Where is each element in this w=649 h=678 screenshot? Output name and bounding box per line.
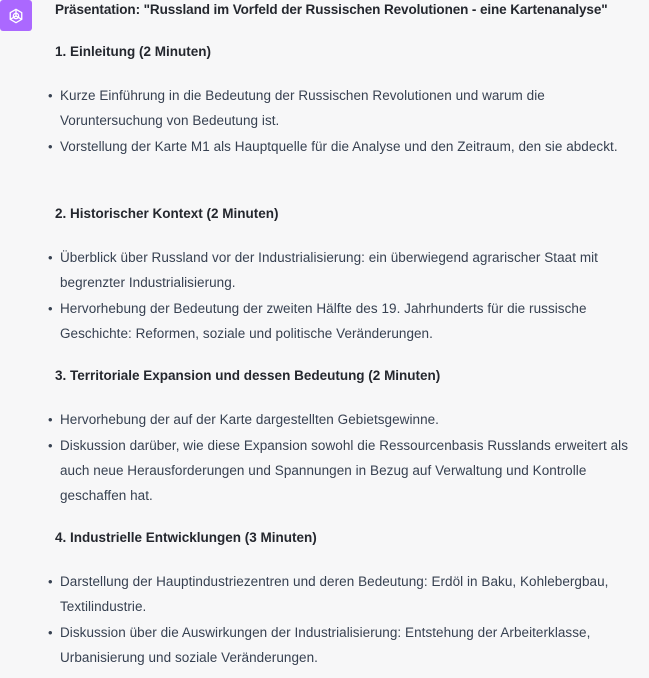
openai-logo-icon — [6, 6, 26, 26]
bullet-icon: • — [48, 139, 53, 154]
list-item: • Überblick über Russland vor der Industrialisierung: ein überwiegend agrarischer Staat mit begrenzter Industrialisierung. — [60, 245, 635, 295]
list-item: • Hervorhebung der Bedeutung der zweiten Hälfte des 19. Jahrhunderts für die russische Geschichte: Reformen, soziale und politische Veränderungen. — [60, 296, 635, 346]
section-heading: 2. Historischer Kontext (2 Minuten) — [55, 206, 279, 221]
bullet-icon: • — [48, 625, 53, 640]
list-item: • Diskussion darüber, wie diese Expansion sowohl die Ressourcenbasis Russlands erweitert als auch neue Herausforderungen und Spannungen in Bezug auf Verwaltung und Kontrolle geschaffen hat. — [60, 433, 635, 508]
section-heading: 3. Territoriale Expansion und dessen Bedeutung (2 Minuten) — [55, 368, 441, 383]
presentation-title: Präsentation: "Russland im Vorfeld der Russischen Revolutionen - eine Kartenanalyse" — [55, 2, 608, 17]
section-heading: 1. Einleitung (2 Minuten) — [55, 44, 211, 59]
section-heading: 4. Industrielle Entwicklungen (3 Minuten) — [55, 530, 317, 545]
bullet-icon: • — [48, 88, 53, 103]
list-item: • Darstellung der Hauptindustriezentren und deren Bedeutung: Erdöl in Baku, Kohlebergbau, Textilindustrie. — [60, 569, 635, 619]
bullet-icon: • — [48, 438, 53, 453]
list-item: • Hervorhebung der auf der Karte dargestellten Gebietsgewinne. — [60, 407, 635, 432]
list-item: • Kurze Einführung in die Bedeutung der Russischen Revolutionen und warum die Voruntersuchung von Bedeutung ist. — [60, 83, 635, 133]
assistant-avatar — [0, 0, 32, 31]
bullet-icon: • — [48, 574, 53, 589]
list-item: • Diskussion über die Auswirkungen der Industrialisierung: Entstehung der Arbeiterklasse, Urbanisierung und soziale Veränderungen. — [60, 620, 635, 670]
list-item: • Vorstellung der Karte M1 als Hauptquelle für die Analyse und den Zeitraum, den sie abdeckt. — [60, 134, 635, 159]
bullet-icon: • — [48, 250, 53, 265]
bullet-icon: • — [48, 412, 53, 427]
bullet-icon: • — [48, 301, 53, 316]
